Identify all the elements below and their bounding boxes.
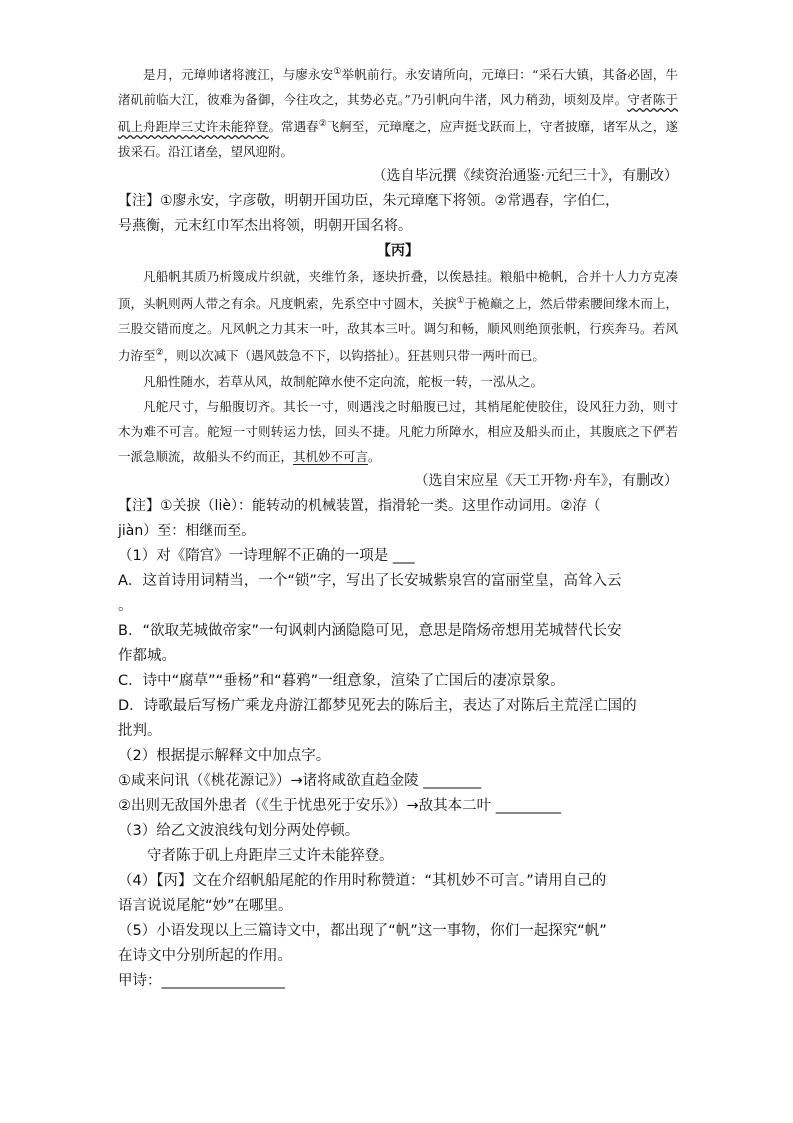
wavy-underlined-sentence: 守者陈于矶上舟距岸三丈许未能猝登 xyxy=(118,92,678,135)
note-marker-1: ① xyxy=(333,67,342,77)
option-a-line-1: A．这首诗用词精当，一个“锁”字，写出了长安城紫泉宫的富丽堂皇，高耸入云 xyxy=(118,572,622,589)
document-content xyxy=(118,60,678,994)
bing-note-line-2: jiàn）至：相继而至。 xyxy=(118,522,256,539)
questions xyxy=(118,544,678,994)
bing-note-line-1: 【注】①关捩（liè）：能转动的机械装置，指滑轮一类。这里作动词用。②洊（ xyxy=(118,497,601,514)
bing-heading: 【丙】 xyxy=(377,243,419,260)
question-3-stem: （3）给乙文波浪线句划分两处停顿。 xyxy=(118,822,360,839)
bing-text-2: 于桅巅之上，然后带索腰间缘木而上，三股交错而度之。凡风帆之力其末一叶，敌其本三叶。调匀和畅，顺风则绝顶张帆，行疾奔马。若风力洊至 xyxy=(118,296,678,364)
yi-text-3: 。常遇春 xyxy=(268,119,319,135)
answer-blank-jia: 甲诗：_________________ xyxy=(118,972,285,989)
question-2-stem: （2）根据提示解释文中加点字。 xyxy=(118,747,331,764)
yi-passage xyxy=(118,60,678,164)
option-b-line-2: 作都城。 xyxy=(118,647,176,664)
bing-text-4: 凡舵尺寸，与船腹切齐。其长一寸，则遇浅之时船腹已过，其梢尾舵使胶住，设风狂力劲，则寸木为难不可言。舵短一寸则转运力怯，回头不捷。凡舵力所障水，相应及船头而止，其腹底之下俨若一派急顺流，故船头不约而正， xyxy=(118,398,678,464)
bing-note-marker-2: ② xyxy=(155,348,164,359)
bing-passage xyxy=(118,264,678,468)
yi-note-line-1: 【注】①廖永安，字彦敬，明朝开国功臣，朱元璋麾下将领。②常遇春，字伯仁， xyxy=(118,193,620,210)
yi-text-2: 举帆前行。永安请所向，元璋曰：“采石大镇，其备必固，牛渚矶前临大江，彼难为备御，今往攻之，其势必克。”乃引帆向牛渚，风力稍劲，顷刻及岸。 xyxy=(118,67,678,108)
option-b-line-1: B．“欲取芜城做帝家”一句讽刺内涵隐隐可见，意思是隋炀帝想用芜城替代长安 xyxy=(118,622,622,639)
yi-text-4: 飞舸至，元璋麾之，应声挺戈跃而上，守者披靡，诸军从之，遂拔采石。沿江诸垒，望风迎附。 xyxy=(118,119,678,160)
yi-source: （选自毕沅撰《续资治通鉴·元纪三十》，有删改） xyxy=(372,168,678,185)
question-4-line-1: （4）【丙】文在介绍帆船尾舵的作用时称赞道：“其机妙不可言。”请用自己的 xyxy=(118,872,607,889)
option-d-line-1: D．诗歌最后写杨广乘龙舟游江都梦见死去的陈后主，表达了对陈后主荒淫亡国的 xyxy=(118,697,637,714)
yi-text-1: 是月，元璋帅诸将渡江，与廖永安 xyxy=(143,67,334,83)
question-4-line-2: 语言说说尾舵“妙”在哪里。 xyxy=(118,897,293,914)
question-5-line-1: （5）小语发现以上三篇诗文中，都出现了“帆”这一事物，你们一起探究“帆” xyxy=(118,922,607,939)
underlined-phrase: 其机妙不可言 xyxy=(293,448,369,464)
question-1-stem: （1）对《隋宫》一诗理解不正确的一项是 ___ xyxy=(118,547,415,564)
question-2-item-1: ①咸来问讯（《桃花源记》）→诸将咸欲直趋金陵 ________ xyxy=(118,772,482,789)
bing-text-3: ，则以次减下（遇风鼓急不下，以钩搭扯）。狂甚则只带一两叶而已。 xyxy=(163,348,545,364)
bing-paragraph-3 xyxy=(118,394,678,469)
yi-paragraph xyxy=(118,60,678,164)
bing-note-marker-1: ① xyxy=(456,296,465,307)
bing-source: （选自宋应星《天工开物·舟车》，有删改） xyxy=(414,472,678,489)
bing-paragraph-1 xyxy=(118,264,678,368)
bing-text-1: 凡船帆其质乃析篾成片织就，夹维竹条，逐块折叠，以俟悬挂。粮船中桅帆，合并十人力方克凑顶，头帆则两人带之有余。凡度帆索，先系空中寸圆木，关捩 xyxy=(118,269,678,312)
yi-note-line-2: 号燕衡，元末红巾军杰出将领，明朝开国名将。 xyxy=(118,218,412,235)
question-2-item-2: ②出则无敌国外患者（《生于忧患死于安乐》）→敌其本二叶 _________ xyxy=(118,797,562,814)
option-d-line-2: 批判。 xyxy=(118,722,162,739)
question-5-line-2: 在诗文中分别所起的作用。 xyxy=(118,947,292,964)
bing-paragraph-2: 凡船性随水，若草从风，故制舵障水使不定向流，舵板一转，一泓从之。 xyxy=(143,373,544,389)
note-marker-2: ② xyxy=(318,119,327,130)
question-3-sentence: 守者陈于矶上舟距岸三丈许未能猝登。 xyxy=(147,847,394,864)
bing-text-5: 。 xyxy=(368,448,381,464)
option-a-line-2: 。 xyxy=(118,597,133,614)
option-c: C．诗中“腐草”“垂杨”和“暮鸦”一组意象，渲染了亡国后的凄凉景象。 xyxy=(118,672,565,689)
